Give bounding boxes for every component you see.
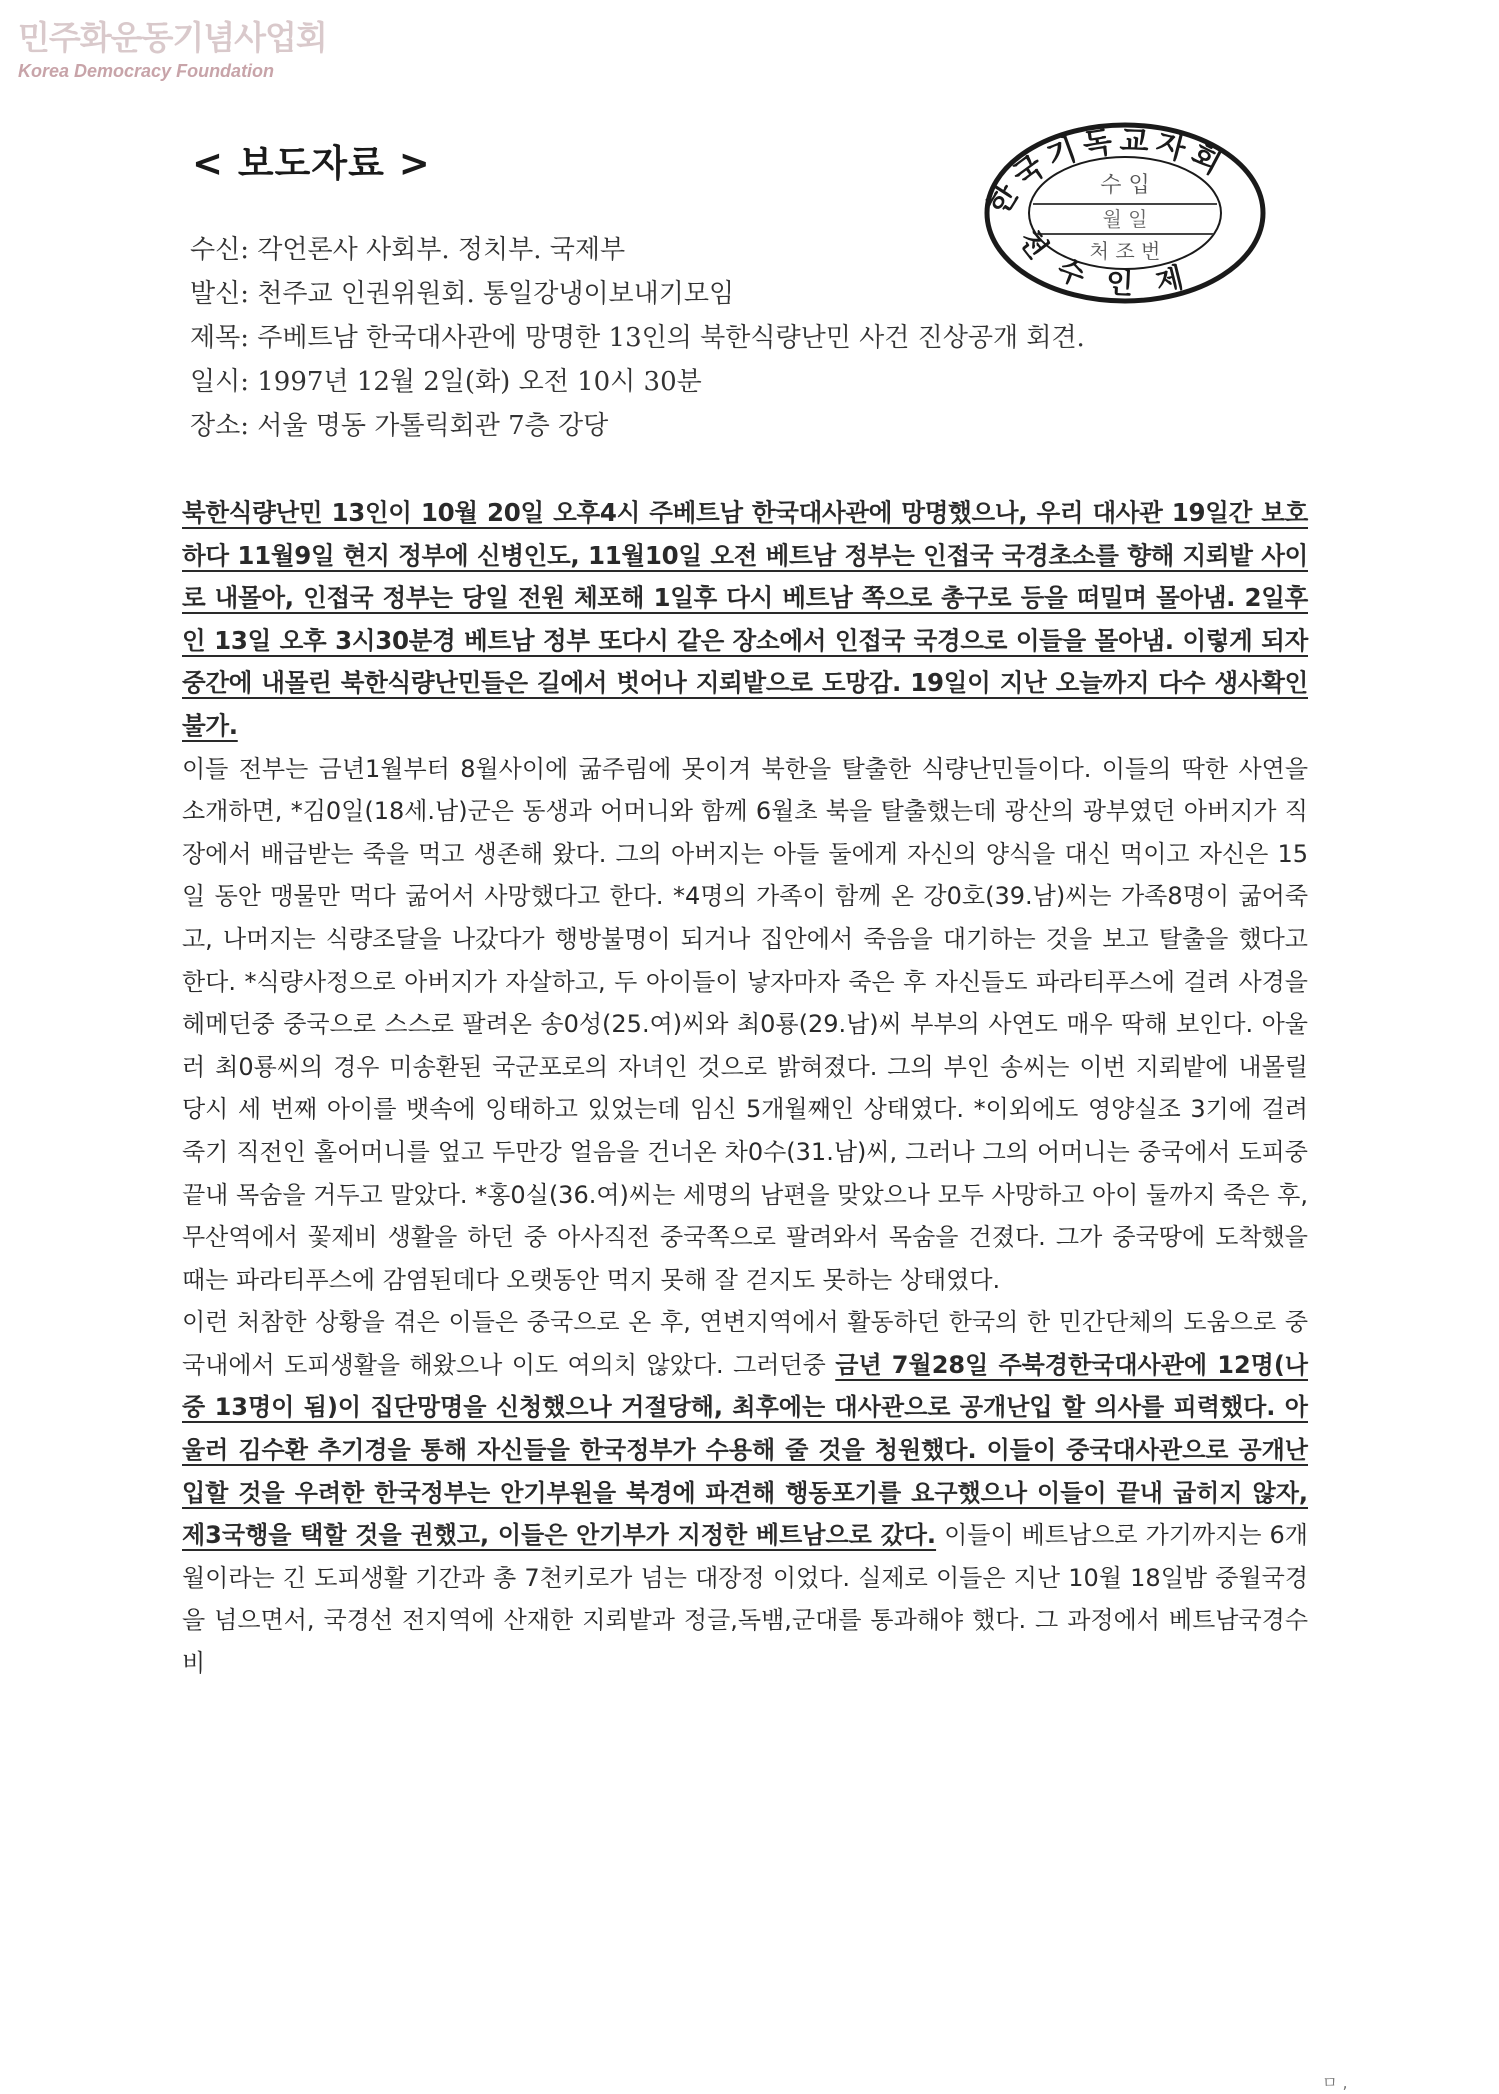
stamp-middle-1: 수 입	[1100, 173, 1150, 198]
header-block	[190, 228, 1320, 448]
escape-history-intro: 이런 처참한 상황을 겪은 이들은 중국으로 온 후, 연변지역에서 활동하던 한국의 한 민간단체의 도움으로 중국내에서 도피생활을 해왔으나 이도 여의치 않았다. 그러던중	[182, 1308, 1308, 1379]
stamp-bottom-text: 천 수 인 제	[1012, 223, 1195, 301]
refugee-stories-paragraph: 이들 전부는 금년1월부터 8월사이에 굶주림에 못이겨 북한을 탈출한 식량난민들이다. 이들의 딱한 사연을 소개하면, *김0일(18세.남)군은 동생과 어머니와 함께 6월초 북을 탈출했는데 광산의 광부였던 아버지가 직장에서 배급받는 죽을 먹고 생존해 왔다. 그의 아버지는 아들 둘에게 자신의 양식을 대신 먹이고 자신은 15일 동안 맹물만 먹다 굶어서 사망했다고 한다. *4명의 가족이 함께 온 강0호(39.남)씨는 가족8명이 굶어죽고, 나머지는 식량조달을 나갔다가 행방불명이 되거나 집안에서 죽음을 대기하는 것을 보고 탈출을 했다고 한다. *식량사정으로 아버지가 자살하고, 두 아이들이 낳자마자 죽은 후 자신들도 파라티푸스에 걸려 사경을 헤메던중 중국으로 스스로 팔려온 송0성(25.여)씨와 최0룡(29.남)씨 부부의 사연도 매우 딱해 보인다. 아울러 최0룡씨의 경우 미송환된 국군포로의 자녀인 것으로 밝혀졌다. 그의 부인 송씨는 이번 지뢰밭에 내몰릴 당시 세 번째 아이를 뱃속에 잉태하고 있었는데 임신 5개월째인 상태였다. *이외에도 영양실조 3기에 걸려 죽기 직전인 홀어머니를 엎고 두만강 얼음을 건너온 차0수(31.남)씨, 그러나 그의 어머니는 중국에서 도피중 끝내 목숨을 거두고 말았다. *홍0실(36.여)씨는 세명의 남편을 맞았으나 모두 사망하고 아이 둘까지 죽은 후, 무산역에서 꽃제비 생활을 하던 중 아사직전 중국쪽으로 팔려와서 목숨을 건졌다. 그가 중국땅에 도착했을 때는 파라티푸스에 감염된데다 오랫동안 먹지 못해 잘 걷지도 못하는 상태였다.	[182, 754, 1308, 1294]
lead-summary-paragraph: 북한식량난민 13인이 10월 20일 오후4시 주베트남 한국대사관에 망명했으나, 우리 대사관 19일간 보호하다 11월9일 현지 정부에 신병인도, 11월10일 오전 베트남 정부는 인접국 국경초소를 향해 지뢰밭 사이로 내몰아, 인접국 정부는 당일 전원 체포해 1일후 다시 베트남 쪽으로 총구로 등을 떠밀며 몰아냄. 2일후인 13일 오후 3시30분경 베트남 정부 또다시 같은 장소에서 인접국 국경으로 이들을 몰아냄. 이렇게 되자 중간에 내몰린 북한식량난민들은 길에서 벗어나 지뢰밭으로 도망감. 19일이 지난 오늘까지 다수 생사확인 불가.	[182, 498, 1308, 740]
stamp-middle-3: 처 조 번	[1089, 239, 1161, 263]
subject-line: 제목: 주베트남 한국대사관에 망명한 13인의 북한식량난민 사건 진상공개 회견.	[190, 323, 1085, 353]
stamp-top-text: 한국기독교자회	[980, 123, 1233, 222]
place-line: 장소: 서울 명동 가톨릭회관 7층 강당	[190, 411, 609, 441]
body-text	[182, 492, 1308, 1685]
watermark-korean: 민주화운동기념사업회	[18, 18, 327, 57]
recipient-line: 수신: 각언론사 사회부. 정치부. 국제부	[190, 235, 626, 265]
escape-history-highlight: 금년 7월28일 주북경한국대사관에 12명(나중 13명이 됨)이 집단망명을 신청했으나 거절당해, 최후에는 대사관으로 공개난입 할 의사를 피력했다. 아울러 김수환 추기경을 통해 자신들을 한국정부가 수용해 줄 것을 청원했다. 이들이 중국대사관으로 공개난입할 것을 우려한 한국정부는 안기부원을 북경에 파견해 행동포기를 요구했으나 이들이 끝내 굽히지 않자, 제3국행을 택할 것을 권했고, 이들은 안기부가 지정한 베트남으로 갔다.	[182, 1350, 1308, 1550]
datetime-line: 일시: 1997년 12월 2일(화) 오전 10시 30분	[190, 367, 702, 397]
watermark	[18, 18, 327, 82]
watermark-english: Korea Democracy Foundation	[18, 61, 275, 81]
escape-history-continuation: 이들이 베트남으로 가기까지는 6개월이라는 긴 도피생활 기간과 총 7천키로가 넘는 대장정 이었다. 실제로 이들은 지난 10월 18일밤 중월국경을 넘으면서, 국경선 전지역에 산재한 지뢰밭과 정글,독뱀,군대를 통과해야 했다. 그 과정에서 베트남국경수비	[182, 1521, 1308, 1678]
escape-history-paragraph	[182, 1301, 1308, 1684]
sender-line: 발신: 천주교 인권위원회. 통일강냉이보내기모임	[190, 279, 735, 309]
document-title: < 보도자료 >	[192, 142, 431, 185]
stamp-middle-2: 월 일	[1102, 207, 1148, 231]
page-mark: ㅁ ,	[1322, 2073, 1348, 2092]
